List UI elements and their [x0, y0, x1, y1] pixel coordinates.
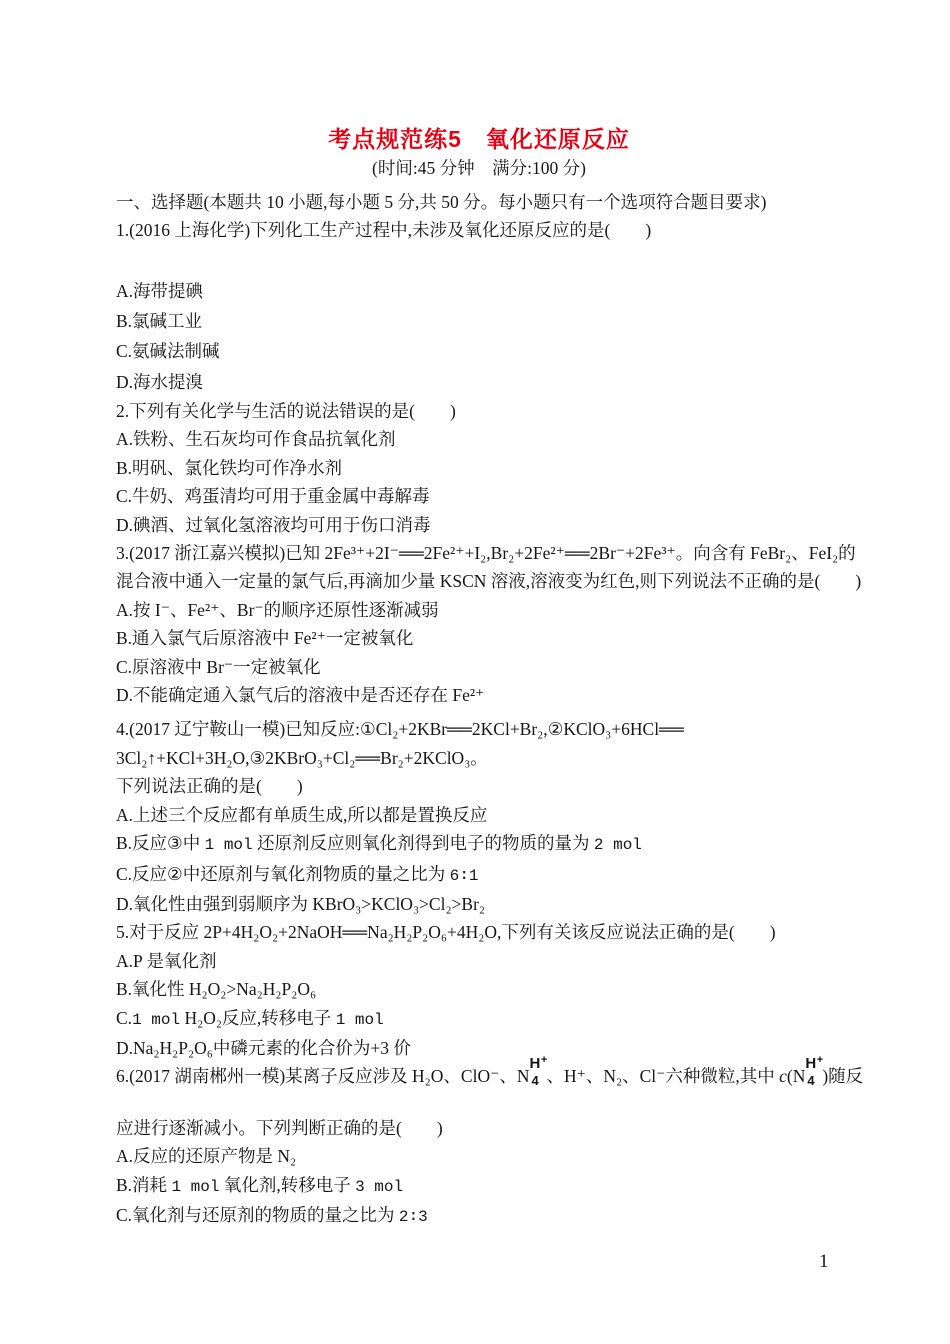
stem-line [116, 397, 842, 425]
ammonium-ion-formula [792, 1054, 824, 1089]
text-run: D.Na₂H₂P₂O₆中磷元素的化合价为+3 价 [116, 1037, 411, 1058]
option-B [116, 624, 842, 652]
question-options [116, 276, 842, 397]
option-B [116, 306, 842, 336]
option-C [116, 1201, 842, 1231]
question-options [116, 801, 842, 919]
text-run: A.按 I⁻、Fe²⁺、Br⁻的顺序还原性逐渐减弱 [116, 599, 439, 620]
question-stem [116, 216, 842, 244]
text-run: A.海带提碘 [116, 280, 204, 301]
option-A [116, 947, 842, 975]
text-run: C.原溶液中 Br⁻一定被氧化 [116, 656, 321, 677]
option-B [116, 975, 842, 1003]
text-run: 2.下列有关化学与生活的说法错误的是( ) [116, 401, 456, 421]
option-B [116, 829, 842, 859]
option-D [116, 681, 842, 709]
option-C [116, 1004, 842, 1034]
document-content [116, 124, 864, 1231]
text-run: 5.对于反应 2P+4H₂O₂+2NaOH══Na₂H₂P₂O₆+4H₂O,下列有关该反应说法正确的是( ) [116, 922, 776, 943]
text-run: 下列说法正确的是( ) [116, 776, 303, 797]
question-stem [116, 918, 842, 946]
option-A [116, 801, 842, 829]
text-run: 1.(2016 上海化学)下列化工生产过程中,未涉及氧化还原反应的是( ) [116, 220, 652, 241]
option-D [116, 511, 842, 539]
option-D [116, 890, 842, 918]
option-C [116, 336, 842, 366]
stem-line [116, 539, 856, 567]
option-C [116, 482, 842, 510]
text-run: D.氧化性由强到弱顺序为 KBrO₃>KClO₃>Cl₂>Br₂ [116, 893, 486, 914]
question-options [116, 947, 842, 1063]
stacked-sub-sup [529, 1054, 548, 1089]
question-options [116, 596, 842, 710]
option-B [116, 1171, 842, 1201]
mono-text-run: 2∶3 [398, 1207, 428, 1226]
text-run: 应进行逐渐减小。下列判断正确的是( ) [116, 1117, 443, 1138]
question-4 [116, 715, 842, 918]
stem-line [116, 772, 842, 800]
question-3 [116, 539, 862, 709]
text-run: B.消耗 [116, 1174, 172, 1195]
page-title: 考点规范练5 氧化还原反应 [328, 126, 630, 152]
text-run: 氧化剂,转移电子 [219, 1174, 356, 1195]
option-B [116, 454, 842, 482]
question-stem [116, 539, 862, 596]
mono-text-run: 1 mol [335, 1010, 384, 1029]
stem-line [116, 1054, 864, 1090]
option-A [116, 1142, 842, 1170]
option-A [116, 276, 842, 306]
text-run: D.海水提溴 [116, 371, 204, 392]
stem-line [116, 1114, 842, 1142]
text-run: C.反应②中还原剂与氧化剂物质的量之比为 [116, 863, 450, 884]
question-stem [116, 715, 842, 800]
charge-sign: + [540, 1054, 548, 1067]
text-run: H₂O₂反应,转移电子 [180, 1007, 336, 1028]
question-2 [116, 397, 842, 539]
exam-time-score-meta: (时间:45 分钟 满分:100 分) [372, 158, 586, 178]
text-run: C.氨碱法制碱 [116, 341, 220, 362]
option-A [116, 425, 842, 453]
mono-text-run: 1 mol [171, 1177, 220, 1196]
option-D [116, 1034, 842, 1062]
text-run: 、H⁺、N₂、Cl⁻六种微粒,其中 [546, 1066, 780, 1087]
option-C [116, 653, 842, 681]
text-run: 3.(2017 浙江嘉兴模拟)已知 2Fe³⁺+2I⁻══2Fe²⁺+I₂,Br₂+2Fe²⁺══2Br⁻+2Fe³⁺。向含有 FeBr₂、FeI₂的 [116, 543, 856, 564]
text-run: B.反应③中 [116, 833, 205, 854]
text-run: A.反应的还原产物是 N₂ [116, 1146, 297, 1167]
question-stem [116, 1054, 864, 1142]
text-run: A.上述三个反应都有单质生成,所以都是置换反应 [116, 804, 488, 825]
question-stem [116, 397, 842, 425]
stem-line [116, 744, 842, 772]
text-run: 3Cl₂↑+KCl+3H₂O,③2KBrO₃+Cl₂══Br₂+2KClO₃。 [116, 747, 488, 768]
charge-sign: + [816, 1054, 824, 1067]
question-6 [116, 1054, 864, 1231]
stem-line [116, 216, 842, 244]
page-number: 1 [819, 1251, 829, 1272]
text-run: 混合液中通入一定量的氯气后,再滴加少量 KSCN 溶液,溶液变为红色,则下列说法不正确的是( ) [116, 571, 862, 592]
ammonium-ion-formula [516, 1054, 548, 1089]
text-run: D.不能确定通入氯气后的溶液中是否还存在 Fe²⁺ [116, 685, 485, 706]
stack-top: H+ [805, 1054, 824, 1073]
option-A [116, 596, 842, 624]
option-D [116, 367, 842, 397]
stack-bottom: 4 [531, 1073, 539, 1089]
text-run: B.氧化性 H₂O₂>Na₂H₂P₂O₆ [116, 979, 317, 1000]
stack-top: H+ [529, 1054, 548, 1073]
text-run: 6.(2017 湖南郴州一模)某离子反应涉及 H₂O、ClO⁻、 [116, 1066, 517, 1087]
question-options [116, 425, 842, 539]
element-symbol: N [792, 1066, 806, 1087]
text-run: B.明矾、氯化铁均可作净水剂 [116, 457, 343, 478]
text-run: B.氯碱工业 [116, 311, 203, 332]
text-run: 还原剂反应则氧化剂得到电子的物质的量为 [252, 833, 594, 854]
mono-text-run: 6∶1 [449, 866, 479, 885]
question-5 [116, 918, 842, 1062]
questions-container [116, 216, 864, 1231]
stem-line [116, 567, 862, 595]
mono-text-run: 2 mol [593, 836, 642, 855]
section-heading: 一、选择题(本题共 10 小题,每小题 5 分,共 50 分。每小题只有一个选项符合题目要求) [116, 192, 767, 212]
stem-line [116, 918, 842, 946]
question-1 [116, 216, 842, 397]
text-run: 4.(2017 辽宁鞍山一模)已知反应:①Cl₂+2KBr══2KCl+Br₂,②KClO₃+6HCl══ [116, 719, 684, 740]
text-run: A.铁粉、生石灰均可作食品抗氧化剂 [116, 429, 396, 450]
mono-text-run: 1 mol [204, 836, 253, 855]
mono-text-run: 1 mol [132, 1010, 181, 1029]
text-run: C.氧化剂与还原剂的物质的量之比为 [116, 1204, 399, 1225]
text-run: C. [116, 1007, 133, 1028]
text-run: ( [786, 1066, 793, 1087]
text-run: )随反 [822, 1066, 864, 1087]
element-symbol: N [516, 1066, 530, 1087]
stack-bottom: 4 [807, 1073, 815, 1089]
mono-text-run: 3 mol [355, 1177, 404, 1196]
text-run: B.通入氯气后原溶液中 Fe²⁺一定被氧化 [116, 628, 414, 649]
text-run: C.牛奶、鸡蛋清均可用于重金属中毒解毒 [116, 486, 430, 507]
question-options [116, 1142, 842, 1231]
text-run: D.碘酒、过氧化氢溶液均可用于伤口消毒 [116, 514, 431, 535]
italic-text-run: c [779, 1066, 787, 1087]
stacked-sub-sup [805, 1054, 824, 1089]
stem-line [116, 715, 842, 743]
option-C [116, 860, 842, 890]
text-run: A.P 是氧化剂 [116, 950, 217, 971]
